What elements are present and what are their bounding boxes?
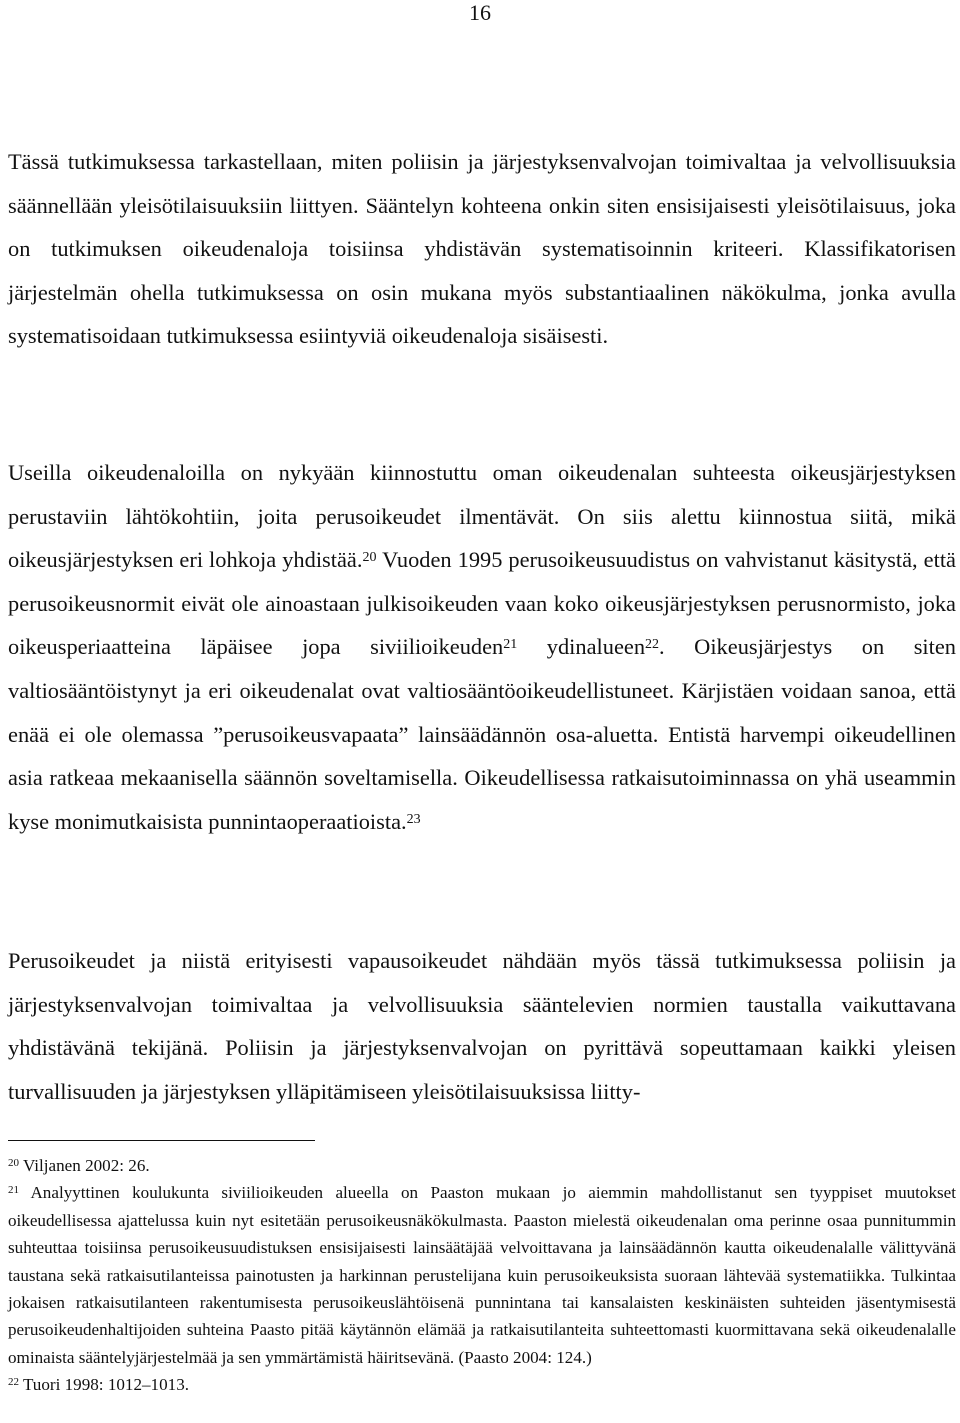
paragraph-text: Tässä tutkimuksessa tarkastellaan, miten poliisin ja järjestyksenvalvojan toimivaltaa ja velvollisuuksia säännellään yleisötilaisuuksiin liittyen. Sääntelyn kohteena onkin siten ensisijaisesti yleisötilaisuus, joka on tutkimuksen oikeudenaloja toisiinsa yhdistävän systematisoinnin kriteeri. Klassifikatorisen järjestelmän ohella tutkimuksessa on osin mukana myös substantiaalinen näkökulma, jonka avulla systematisoidaan tutkimuksessa esiintyviä oikeudenaloja sisäisesti.: [8, 149, 956, 349]
paragraph-text: Vuoden 1995 perusoikeusuudistus on vahvistanut käsitystä, että perusoikeusnormit eivät ole ainoastaan julkisoikeuden vaan koko oikeusjärjestyksen perusnormisto, joka oikeusperiaatteina läpäisee jopa siviilioikeuden: [8, 547, 956, 660]
paragraph-text: Useilla oikeudenaloilla on nykyään kiinnostuttu oman oikeudenalan suhteesta oikeusjärjestyksen perustaviin lähtökohtiin, joita perusoikeudet ilmentävät. On siis alettu kiinnostua siitä, mikä oikeusjärjestyksen eri lohkoja yhdistää.: [8, 460, 956, 573]
footnote-ref-23[interactable]: 23: [406, 811, 421, 827]
body-paragraph-2: [8, 451, 956, 843]
paragraph-text: . Oikeusjärjestys on siten valtiosääntöistynyt ja eri oikeudenalat ovat valtiosääntöoikeudellistuneet. Kärjistäen voidaan sanoa, että enää ei ole olemassa ”perusoikeusvapaata” lainsäädännön osa-aluetta. Entistä harvempi oikeudellinen asia ratkeaa mekaanisella säännön soveltamisella. Oikeudellisessa ratkaisutoiminnassa on yhä useammin kyse monimutkaisista punnintaoperaatioista.: [8, 634, 956, 834]
footnote-ref-21[interactable]: 21: [503, 637, 518, 653]
footnote-number: 21: [8, 1184, 19, 1197]
paragraph-text: Perusoikeudet ja niistä erityisesti vapausoikeudet nähdään myös tässä tutkimuksessa poliisin ja järjestyksenvalvojan toimivaltaa ja velvollisuuksia sääntelevien normien taustalla vaikuttavana yhdistävänä tekijänä. Poliisin ja järjestyksenvalvojan on pyrittävä sopeuttamaan kaikki yleisen turvallisuuden ja järjestyksen ylläpitämiseen yleisötilaisuuksissa liitty-: [8, 948, 956, 1104]
footnote-ref-22[interactable]: 22: [645, 637, 660, 653]
footnote-number: 22: [8, 1376, 19, 1389]
footnote-divider: [8, 1140, 315, 1141]
footnote-text: Viljanen 2002: 26.: [19, 1156, 150, 1175]
body-paragraph-1: [8, 140, 956, 358]
footnotes-section: [8, 1152, 956, 1399]
body-paragraph-3: [8, 939, 956, 1113]
footnote-20: [8, 1152, 956, 1179]
footnote-ref-20[interactable]: 20: [362, 550, 377, 566]
paragraph-text: ydinalueen: [517, 634, 646, 660]
footnote-number: 20: [8, 1157, 19, 1169]
footnote-22: [8, 1371, 956, 1398]
footnote-21: [8, 1179, 956, 1371]
footnote-text: Tuori 1998: 1012–1013.: [19, 1375, 190, 1395]
page-number: 16: [469, 0, 491, 25]
footnote-text: Analyyttinen koulukunta siviilioikeuden alueella on Paaston mukaan jo aiemmin mahdollistanut sen tyyppiset muutokset oikeudellisessa ajattelussa kuin nyt esitetään perusoikeusnäkökulmasta. Paaston mielestä oikeudenalan oma perinne osaa punnitummin suhteuttaa toisiinsa perusoikeusuudistuksen ensisijaisesti lainsäätäjää velvoittavana ja lainsäädännön kautta oikeudenalalle välittyvänä taustana sekä ratkaisutilanteissa painotusten ja harkinnan perustelijana kuin perusoikeuksista suoraan lähtevää systematiikka. Tulkintaa jokaisen ratkaisutilanteen rakentumisesta perusoikeuslähtöisenä punnintana tai kansalaisten keskinäisten suhteiden jäsentymisestä perusoikeudenhaltijoiden suhteina Paasto pitää käytännön elämää ja ratkaisutilanteita suhteettomasti kuormittavana sekä oikeudenalalle ominaista sääntelyjärjestelmää ja sen ymmärtämistä häiritsevänä. (Paasto 2004: 124.): [8, 1183, 956, 1367]
